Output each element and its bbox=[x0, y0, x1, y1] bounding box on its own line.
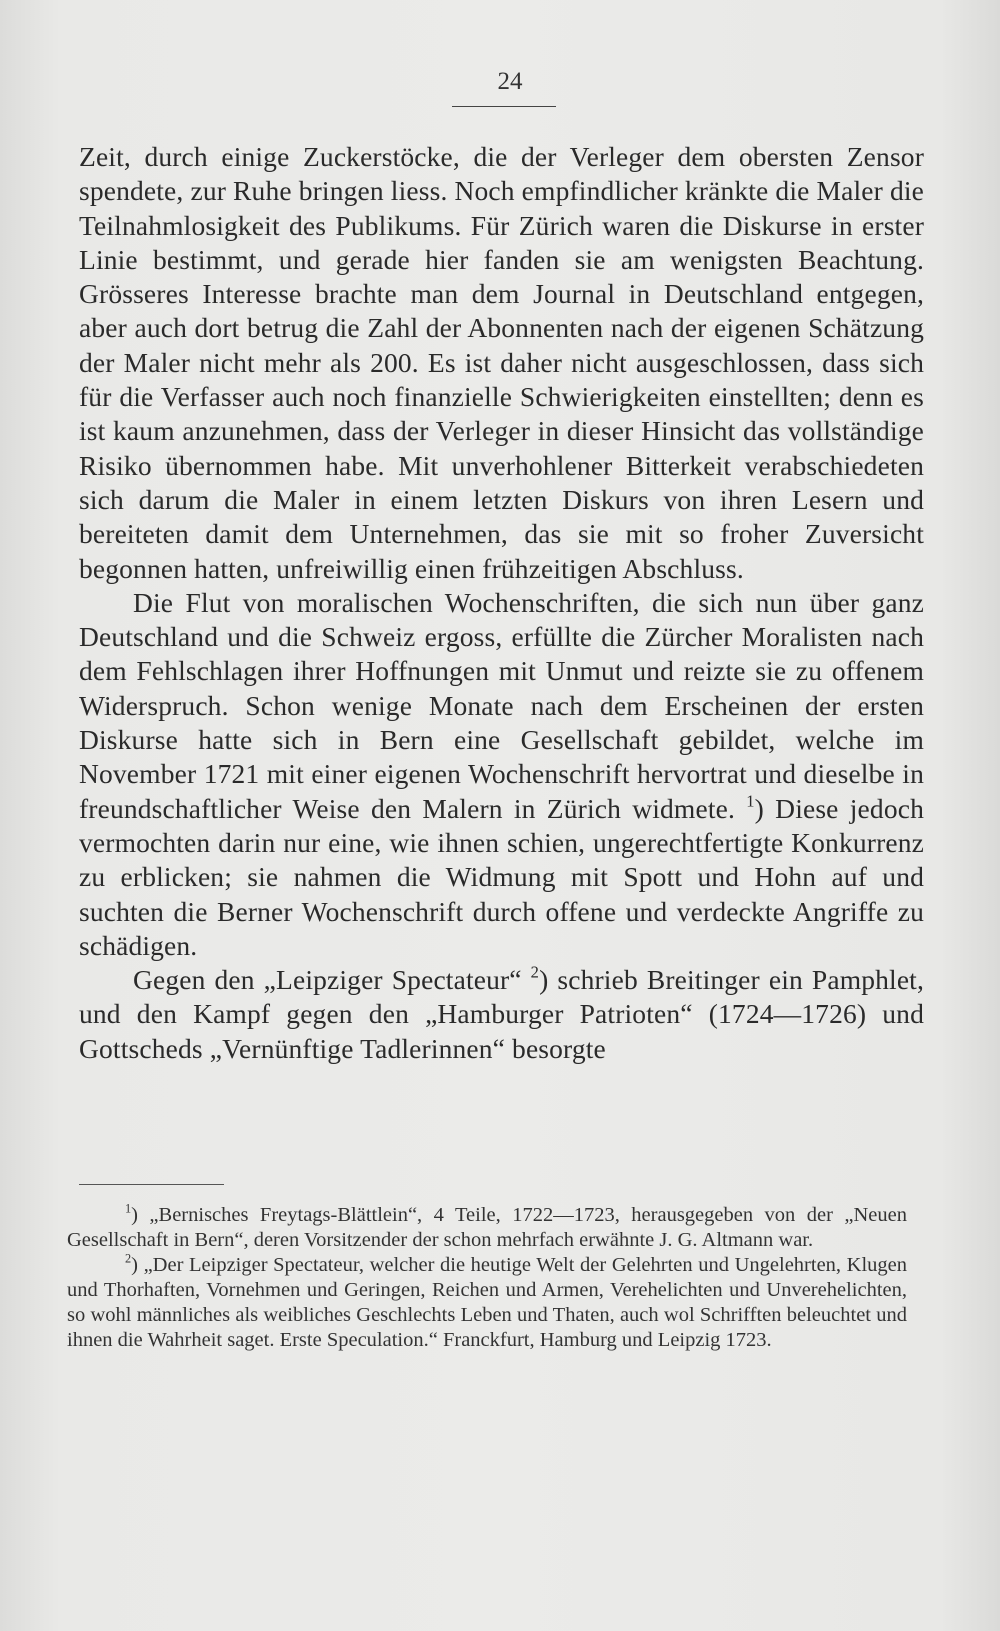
page-number: 24 bbox=[497, 68, 523, 95]
paragraph-3 bbox=[79, 963, 924, 1066]
footnote-2-text: ) „Der Leipziger Spectateur, welcher die heutige Welt der Gelehrten und Ungelehrten, Klugen und Thorhaften, Vornehmen und Geringen, Reichen und Armen, Verehelichten und Unverehelichten, so wohl männliches als weibliches Geschlechts Leben und Thaten, auch wol Schrifften beleuchtet und ihnen die Wahrheit saget. Erste Speculation.“ Franckfurt, Hamburg und Leipzig 1723. bbox=[67, 1254, 907, 1351]
footnote-2-marker: 2 bbox=[125, 1251, 132, 1266]
paragraph-3-text: Gegen den „Leipziger Spectateur“ bbox=[133, 964, 522, 996]
footnote-ref-1[interactable]: 1 bbox=[746, 791, 755, 811]
paragraph-2-continuation: ) Diese jedoch vermochten darin nur eine, wie ihnen schien, ungerechtfertigte Konkurrenz zu erblicken; sie nahmen die Widmung mit Spott und Hohn auf und suchten die Berner Wochenschrift durch offene und verdeckte Angriffe zu schädigen. bbox=[79, 792, 924, 961]
page-number-rule bbox=[452, 106, 556, 107]
footnotes bbox=[67, 1203, 907, 1353]
footnote-divider bbox=[79, 1184, 224, 1185]
main-text bbox=[79, 140, 924, 1066]
footnote-ref-2[interactable]: 2 bbox=[530, 962, 540, 982]
paragraph-1: Zeit, durch einige Zuckerstöcke, die der Verleger dem obersten Zensor spendete, zur Ruhe bringen liess. Noch empfindlicher kränkte die Maler die Teilnahmlosigkeit des Publikums. Für Zürich waren die Diskurse in erster Linie bestimmt, und gerade hier fanden sie am wenigsten Beachtung. Grösseres Interesse brachte man dem Journal in Deutschland entgegen, aber auch dort betrug die Zahl der Abonnenten nach der eigenen Schätzung der Maler nicht mehr als 200. Es ist daher nicht ausgeschlossen, dass sich für die Verfasser auch noch finanzielle Schwierigkeiten einstellten; denn es ist kaum anzunehmen, dass der Verleger in dieser Hinsicht das vollständige Risiko übernommen habe. Mit unverhohlener Bitterkeit verabschiedeten sich darum die Maler in einem letzten Diskurs von ihren Lesern und bereiteten damit dem Unternehmen, das sie mit so froher Zuversicht begonnen hatten, unfreiwillig einen frühzeitigen Abschluss. bbox=[79, 141, 924, 584]
footnote-1-marker: 1 bbox=[125, 1201, 132, 1216]
paragraph-2 bbox=[79, 586, 924, 963]
paragraph-3-continuation: ) schrieb Breitinger ein Pamphlet, und den Kampf gegen den „Hamburger Patrioten“ (1724—1726) und Gottscheds „Vernünftige Tadlerinnen“ besorgte bbox=[79, 964, 924, 1064]
paragraph-2-text: Die Flut von moralischen Wochenschriften, die sich nun über ganz Deutschland und die Schweiz ergoss, erfüllte die Zürcher Moralisten nach dem Fehlschlagen ihrer Hoffnungen mit Unmut und reizte sie zu offenem Widerspruch. Schon wenige Monate nach dem Erscheinen der ersten Diskurse hatte sich in Bern eine Gesellschaft gebildet, welche im November 1721 mit einer eigenen Wochenschrift hervortrat und dieselbe in freundschaftlicher Weise den Malern in Zürich widmete. bbox=[79, 586, 924, 824]
footnote-2 bbox=[67, 1253, 907, 1353]
footnote-1 bbox=[67, 1203, 907, 1253]
footnote-1-text: ) „Bernisches Freytags-Blättlein“, 4 Teile, 1722—1723, herausgegeben von der „Neuen Gesellschaft in Bern“, deren Vorsitzender der schon mehrfach erwähnte J. G. Altmann war. bbox=[67, 1204, 907, 1251]
